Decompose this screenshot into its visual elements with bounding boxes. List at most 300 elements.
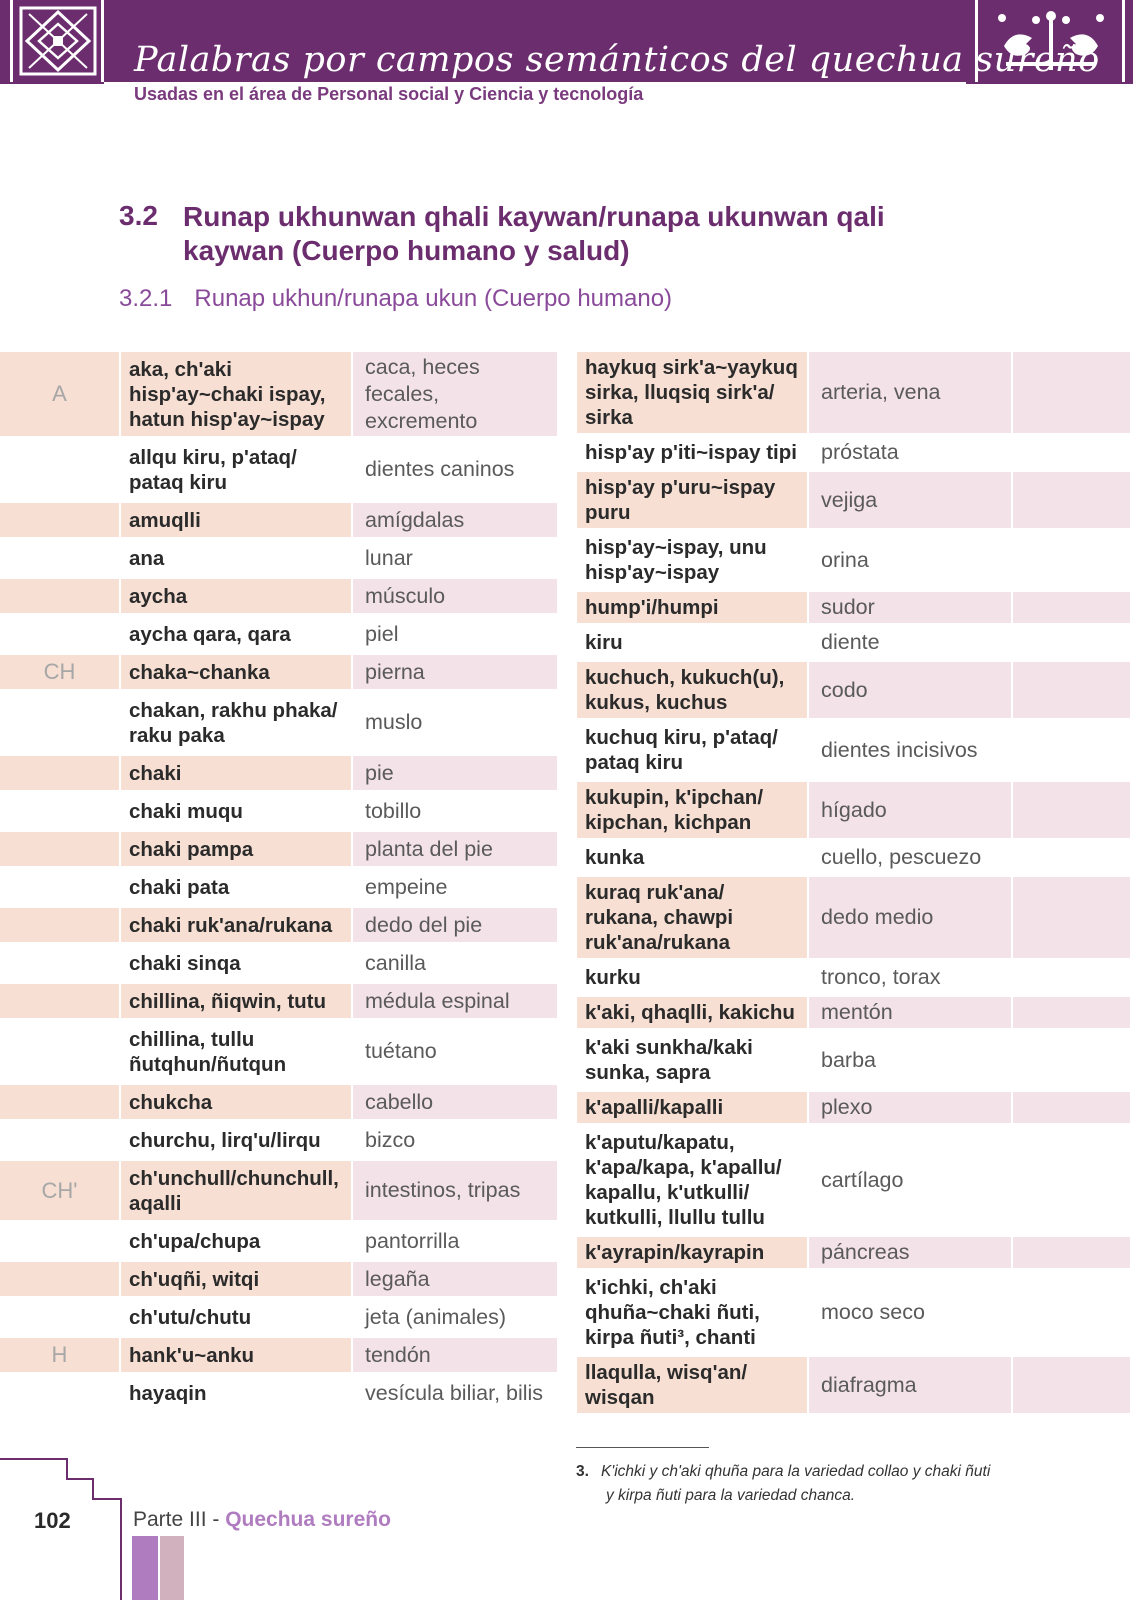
index-letter <box>0 617 119 651</box>
table-row <box>577 472 1133 528</box>
spanish-translation-line: mentón <box>821 1000 893 1024</box>
index-letter <box>0 1085 119 1119</box>
quechua-term-line: ana <box>129 546 165 570</box>
spanish-translation-line: tendón <box>365 1342 431 1367</box>
table-row <box>0 832 557 866</box>
quechua-term <box>121 756 351 790</box>
quechua-term <box>121 579 351 613</box>
spanish-translation <box>353 1085 557 1119</box>
index-letter <box>0 1262 119 1296</box>
quechua-term-line: ch'unchull/chunchull, <box>129 1166 339 1190</box>
spanish-translation-line: planta del pie <box>365 836 493 861</box>
shade-cell <box>1013 532 1130 588</box>
quechua-term-line: aycha qara, qara <box>129 622 291 646</box>
table-row <box>0 1300 557 1334</box>
part-label <box>133 1508 391 1532</box>
spanish-translation <box>809 1272 1011 1353</box>
quechua-term <box>577 1032 807 1088</box>
spanish-translation-line: cabello <box>365 1089 434 1114</box>
spanish-translation <box>353 870 557 904</box>
quechua-term-line: churchu, lirq'u/lirqu <box>129 1128 321 1152</box>
spanish-translation-line: piel <box>365 621 399 646</box>
quechua-term <box>121 1224 351 1258</box>
table-row <box>577 782 1133 838</box>
spanish-translation <box>809 782 1011 838</box>
shade-cell <box>1013 592 1130 623</box>
spanish-translation-line: cuello, pescuezo <box>821 845 982 869</box>
quechua-term <box>577 1237 807 1268</box>
spanish-translation <box>353 984 557 1018</box>
quechua-term <box>121 693 351 752</box>
footer-line-f <box>120 1498 122 1600</box>
spanish-translation <box>353 579 557 613</box>
quechua-term <box>577 532 807 588</box>
quechua-term-line: kuraq ruk'ana/ <box>585 881 725 904</box>
spanish-translation-line: dientes caninos <box>365 457 515 481</box>
table-row <box>0 1085 557 1119</box>
quechua-term-line: chaka~chanka <box>129 660 270 684</box>
quechua-term <box>121 440 351 499</box>
table-row <box>577 592 1133 623</box>
table-row <box>577 437 1133 468</box>
shade-cell <box>1013 722 1130 778</box>
quechua-term <box>577 1272 807 1353</box>
footer-line-e <box>92 1498 122 1500</box>
section-title-line1: Runap ukhunwan qhali kaywan/runapa ukunwan qali <box>183 201 885 232</box>
quechua-term <box>121 1085 351 1119</box>
table-row <box>0 541 557 575</box>
spanish-translation-line: médula espinal <box>365 988 510 1013</box>
spanish-translation-line: canilla <box>365 950 426 975</box>
quechua-term-line: aka, ch'aki <box>129 357 232 381</box>
spanish-translation-line: dientes incisivos <box>821 737 978 762</box>
spanish-translation-line: vejiga <box>821 487 878 512</box>
table-row <box>0 503 557 537</box>
quechua-term-line: sunka, sapra <box>585 1061 711 1084</box>
index-letter <box>0 794 119 828</box>
quechua-term-line: ch'upa/chupa <box>129 1229 261 1253</box>
quechua-term-line: chaki <box>129 761 182 785</box>
spanish-translation-line: lunar <box>365 545 413 570</box>
index-letter <box>0 946 119 980</box>
index-letter: H <box>0 1338 119 1372</box>
quechua-term-line: amuqlli <box>129 508 201 532</box>
quechua-term-line: hank'u~anku <box>129 1343 255 1367</box>
quechua-term-line: hayaqin <box>129 1381 207 1405</box>
quechua-term-line: k'aputu/kapatu, <box>585 1131 735 1154</box>
section-number: 3.2 <box>119 200 158 231</box>
spanish-translation <box>353 617 557 651</box>
table-row <box>0 1338 557 1372</box>
subsection-number: 3.2.1 <box>119 285 173 312</box>
spanish-translation <box>353 1161 557 1220</box>
spanish-translation-line: muslo <box>365 710 423 734</box>
shade-cell <box>1013 782 1130 838</box>
quechua-term-line: k'apalli/kapalli <box>585 1096 724 1119</box>
quechua-term-line: hisp'ay~ispay, unu <box>585 536 767 559</box>
subsection-heading <box>119 285 672 313</box>
quechua-term-line: hatun hisp'ay~ispay <box>129 407 325 431</box>
table-row <box>577 352 1133 433</box>
quechua-term-line: ruk'ana/rukana <box>585 931 731 954</box>
spanish-translation <box>809 877 1011 958</box>
spanish-translation <box>353 1338 557 1372</box>
index-letter <box>0 908 119 942</box>
spanish-translation-line: dedo del pie <box>365 912 483 937</box>
index-letter <box>0 1022 119 1081</box>
spanish-translation <box>809 592 1011 623</box>
quechua-term <box>121 984 351 1018</box>
table-row <box>0 794 557 828</box>
quechua-term-line: ch'uqñi, witqi <box>129 1267 260 1291</box>
index-letter <box>0 579 119 613</box>
spanish-translation-line: pierna <box>365 659 425 684</box>
part-name: Quechua sureño <box>225 1508 391 1531</box>
header-logo-left <box>10 0 104 82</box>
shade-cell <box>1013 997 1130 1028</box>
table-row <box>577 1272 1133 1353</box>
quechua-term <box>121 541 351 575</box>
spanish-translation <box>353 440 557 499</box>
table-row <box>0 1376 557 1410</box>
footer-bar-purple <box>132 1536 158 1600</box>
spanish-translation-line: excremento <box>365 408 478 433</box>
spanish-translation-line: legaña <box>365 1266 430 1291</box>
index-letter <box>0 756 119 790</box>
quechua-term-line: hisp'ay p'uru~ispay <box>585 476 776 499</box>
quechua-term-line: sirka <box>585 406 633 429</box>
index-letter: CH <box>0 655 119 689</box>
spanish-translation-line: músculo <box>365 583 446 608</box>
spanish-translation-line: plexo <box>821 1095 873 1119</box>
table-row <box>0 756 557 790</box>
table-row <box>577 722 1133 778</box>
spanish-translation-line: empeine <box>365 874 448 899</box>
quechua-term-line: chakan, rakhu phaka/ <box>129 698 338 722</box>
quechua-term-line: chaki sinqa <box>129 951 241 975</box>
quechua-term <box>121 1022 351 1081</box>
spanish-translation <box>809 1092 1011 1123</box>
footnote-line2: y kirpa ñuti para la variedad chanca. <box>606 1487 856 1504</box>
quechua-term <box>577 997 807 1028</box>
quechua-term-line: ñutqhun/ñutqun <box>129 1052 287 1076</box>
footnote-number: 3. <box>576 1463 589 1480</box>
quechua-term-line: aycha <box>129 584 188 608</box>
spanish-translation <box>353 794 557 828</box>
table-row <box>577 1092 1133 1123</box>
quechua-term-line: k'aki sunkha/kaki <box>585 1036 753 1059</box>
spanish-translation <box>353 1224 557 1258</box>
quechua-term-line: kiru <box>585 631 623 654</box>
quechua-term-line: chaki pampa <box>129 837 254 861</box>
spanish-translation <box>809 722 1011 778</box>
spanish-translation <box>353 1376 557 1410</box>
shade-cell <box>1013 627 1130 658</box>
shade-cell <box>1013 437 1130 468</box>
spanish-translation-line: caca, heces <box>365 354 480 379</box>
spanish-translation <box>353 693 557 752</box>
quechua-term <box>121 655 351 689</box>
quechua-term-line: raku paka <box>129 723 225 747</box>
index-letter <box>0 541 119 575</box>
quechua-term-line: k'ichki, ch'aki <box>585 1276 717 1299</box>
shade-cell <box>1013 1092 1130 1123</box>
quechua-term-line: k'ayrapin/kayrapin <box>585 1241 765 1264</box>
spanish-translation <box>353 1123 557 1157</box>
book-subtitle: Usadas en el área de Personal social y Ciencia y tecnología <box>134 84 644 104</box>
spanish-translation-line: bizco <box>365 1127 416 1152</box>
spanish-translation <box>353 1262 557 1296</box>
quechua-term <box>577 352 807 433</box>
quechua-term-line: kuchuq kiru, p'ataq/ <box>585 726 778 749</box>
spanish-translation <box>353 832 557 866</box>
table-row <box>577 997 1133 1028</box>
spanish-translation-line: diente <box>821 630 880 654</box>
quechua-term-line: pataq kiru <box>585 751 683 774</box>
spanish-translation <box>353 908 557 942</box>
spanish-translation <box>809 352 1011 433</box>
spanish-translation-line: vesícula biliar, bilis <box>365 1380 544 1405</box>
book-title: Palabras por campos semánticos del quechua sureño <box>134 40 1100 80</box>
quechua-term <box>121 1161 351 1220</box>
table-row <box>577 627 1133 658</box>
index-letter <box>0 1376 119 1410</box>
quechua-term <box>577 842 807 873</box>
index-letter <box>0 832 119 866</box>
table-row <box>0 1022 557 1081</box>
spanish-translation <box>353 946 557 980</box>
spanish-translation <box>809 1127 1011 1233</box>
table-row <box>577 1032 1133 1088</box>
index-letter <box>0 870 119 904</box>
quechua-term <box>121 1123 351 1157</box>
spanish-translation-line: tuétano <box>365 1039 437 1063</box>
spanish-translation-line: amígdalas <box>365 507 465 532</box>
shade-cell <box>1013 1357 1130 1413</box>
spanish-translation <box>809 1237 1011 1268</box>
footnote <box>576 1460 1046 1508</box>
table-row <box>0 1224 557 1258</box>
shade-cell <box>1013 1127 1130 1233</box>
quechua-term <box>121 1376 351 1410</box>
quechua-term-line: hisp'ay~chaki ispay, <box>129 382 326 406</box>
spanish-translation <box>809 662 1011 718</box>
table-row <box>0 617 557 651</box>
quechua-term <box>121 1338 351 1372</box>
spanish-translation <box>809 1357 1011 1413</box>
quechua-term <box>577 437 807 468</box>
footnote-line1: K'ichki y ch'aki qhuña para la variedad collao y chaki ñuti <box>600 1463 991 1480</box>
spanish-translation <box>809 842 1011 873</box>
footer-line-c <box>66 1478 94 1480</box>
quechua-term-line: puru <box>585 501 631 524</box>
shade-cell <box>1013 472 1130 528</box>
table-row <box>0 579 557 613</box>
quechua-term <box>121 617 351 651</box>
spanish-translation-line: tronco, torax <box>821 965 941 989</box>
spanish-translation-line: hígado <box>821 797 887 822</box>
quechua-term <box>577 1092 807 1123</box>
index-letter <box>0 1300 119 1334</box>
spanish-translation <box>353 756 557 790</box>
spanish-translation-line: próstata <box>821 440 899 464</box>
index-letter <box>0 1123 119 1157</box>
quechua-term-line: k'apa/kapa, k'apallu/ <box>585 1156 782 1179</box>
table-row <box>0 908 557 942</box>
table-row <box>0 946 557 980</box>
footnote-rule <box>576 1447 709 1448</box>
table-row <box>0 693 557 752</box>
index-letter <box>0 503 119 537</box>
spanish-translation <box>353 352 557 436</box>
quechua-term-line: pataq kiru <box>129 470 227 494</box>
table-row <box>0 1161 557 1220</box>
spanish-translation-line: diafragma <box>821 1372 917 1397</box>
quechua-term <box>121 870 351 904</box>
quechua-term-line: chukcha <box>129 1090 213 1114</box>
spanish-translation-line: páncreas <box>821 1240 910 1264</box>
spanish-translation-line: dedo medio <box>821 905 934 929</box>
quechua-term-line: kukus, kuchus <box>585 691 728 714</box>
quechua-term <box>577 1357 807 1413</box>
quechua-term-line: qhuña~chaki ñuti, <box>585 1301 760 1324</box>
quechua-term-line: aqalli <box>129 1191 182 1215</box>
shade-cell <box>1013 1237 1130 1268</box>
index-letter <box>0 440 119 499</box>
table-row <box>0 870 557 904</box>
spanish-translation <box>809 1032 1011 1088</box>
spanish-translation <box>809 532 1011 588</box>
shade-cell <box>1013 1272 1130 1353</box>
table-row <box>0 352 557 436</box>
quechua-term-line: chaki pata <box>129 875 230 899</box>
quechua-term <box>577 592 807 623</box>
table-row <box>577 1357 1133 1413</box>
spanish-translation <box>353 1300 557 1334</box>
table-row <box>577 877 1133 958</box>
quechua-term-line: chillina, ñiqwin, tutu <box>129 989 327 1013</box>
quechua-term-line: kurku <box>585 966 641 989</box>
quechua-term-line: llaqulla, wisq'an/ <box>585 1361 748 1384</box>
quechua-term-line: ch'utu/chutu <box>129 1305 252 1329</box>
table-row <box>577 532 1133 588</box>
shade-cell <box>1013 842 1130 873</box>
andean-pattern-icon <box>19 6 97 76</box>
quechua-term <box>577 662 807 718</box>
footer-line-a <box>0 1458 68 1460</box>
shade-cell <box>1013 1032 1130 1088</box>
spanish-translation-line: sudor <box>821 595 875 619</box>
spanish-translation-line: cartílago <box>821 1167 904 1192</box>
quechua-term-line: rukana, chawpi <box>585 906 734 929</box>
page-number: 102 <box>34 1508 71 1533</box>
spanish-translation <box>809 997 1011 1028</box>
quechua-term <box>577 962 807 993</box>
index-letter <box>0 1224 119 1258</box>
quechua-term-line: kapallu, k'utkulli/ <box>585 1181 750 1204</box>
quechua-term-line: allqu kiru, p'ataq/ <box>129 445 297 469</box>
spanish-translation-line: tobillo <box>365 798 422 823</box>
shade-cell <box>1013 352 1130 433</box>
spanish-translation-line: arteria, vena <box>821 380 941 404</box>
footer-line-d <box>92 1478 94 1500</box>
table-row <box>0 984 557 1018</box>
quechua-term-line: kuchuch, kukuch(u), <box>585 666 785 689</box>
quechua-term-line: kukupin, k'ipchan/ <box>585 786 764 809</box>
quechua-term <box>121 946 351 980</box>
quechua-term <box>121 352 351 436</box>
index-letter <box>0 984 119 1018</box>
quechua-term-line: kipchan, kichpan <box>585 811 752 834</box>
quechua-term <box>121 908 351 942</box>
quechua-term-line: haykuq sirk'a~yaykuq <box>585 356 798 379</box>
spanish-translation <box>353 503 557 537</box>
spanish-translation-line: barba <box>821 1047 876 1072</box>
quechua-term-line: kunka <box>585 846 645 869</box>
spanish-translation-line: codo <box>821 677 868 702</box>
section-title-line2: kaywan (Cuerpo humano y salud) <box>183 235 630 266</box>
spanish-translation <box>809 437 1011 468</box>
spanish-translation-line: pantorrilla <box>365 1228 460 1253</box>
spanish-translation-line: fecales, <box>365 381 440 406</box>
footer-line-b <box>66 1458 68 1480</box>
spanish-translation <box>809 962 1011 993</box>
spanish-translation-line: pie <box>365 760 394 785</box>
quechua-term <box>121 1300 351 1334</box>
quechua-term <box>577 722 807 778</box>
spanish-translation <box>353 541 557 575</box>
spanish-translation-line: orina <box>821 547 869 572</box>
table-row <box>577 1237 1133 1268</box>
section-title <box>183 200 943 268</box>
spanish-translation-line: jeta (animales) <box>365 1304 506 1329</box>
quechua-term <box>577 782 807 838</box>
footer-bar-pink <box>160 1536 184 1600</box>
quechua-term-line: sirka, lluqsiq sirk'a/ <box>585 381 775 404</box>
quechua-term-line: chaki muqu <box>129 799 243 823</box>
table-row <box>577 962 1133 993</box>
index-letter <box>0 693 119 752</box>
table-row <box>0 1123 557 1157</box>
quechua-term <box>121 832 351 866</box>
table-row <box>0 1262 557 1296</box>
subsection-title: Runap ukhun/runapa ukun (Cuerpo humano) <box>194 285 673 312</box>
shade-cell <box>1013 962 1130 993</box>
quechua-term-line: chaki ruk'ana/rukana <box>129 913 333 937</box>
table-row <box>577 842 1133 873</box>
quechua-term-line: hisp'ay p'iti~ispay tipi <box>585 441 797 464</box>
index-letter: CH' <box>0 1161 119 1220</box>
index-letter: A <box>0 352 119 436</box>
quechua-term <box>577 627 807 658</box>
quechua-term <box>577 1127 807 1233</box>
table-row <box>0 440 557 499</box>
quechua-term <box>121 1262 351 1296</box>
quechua-term-line: hump'i/humpi <box>585 596 719 619</box>
spanish-translation <box>353 1022 557 1081</box>
quechua-term-line: kirpa ñuti³, chanti <box>585 1326 756 1349</box>
part-prefix: Parte III - <box>133 1508 226 1531</box>
table-row <box>0 655 557 689</box>
quechua-term <box>577 877 807 958</box>
table-row <box>577 1127 1133 1233</box>
quechua-term-line: chillina, tullu <box>129 1027 255 1051</box>
spanish-translation <box>809 627 1011 658</box>
spanish-translation-line: moco seco <box>821 1300 925 1324</box>
shade-cell <box>1013 877 1130 958</box>
spanish-translation-line: intestinos, tripas <box>365 1178 521 1202</box>
quechua-term-line: kutkulli, llullu tullu <box>585 1206 765 1229</box>
